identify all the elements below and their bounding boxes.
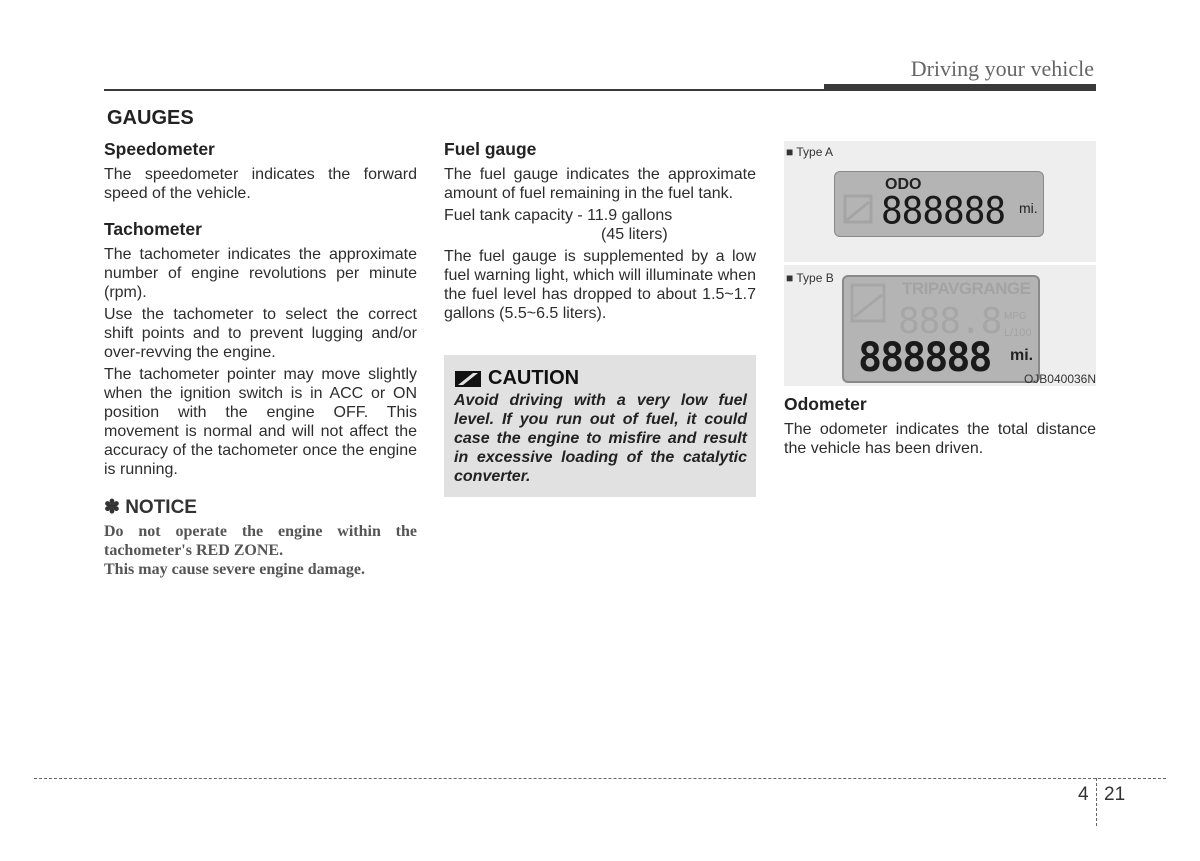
tachometer-heading: Tachometer <box>104 219 202 239</box>
lcd-ghost-icon <box>843 194 873 224</box>
tachometer-paragraph: Use the tachometer to select the correct shift points and to prevent lugging and/or over-revving the engine. <box>104 306 417 361</box>
tachometer-paragraph: The tachometer indicates the approximate number of engine revolutions per minute (rpm). <box>104 246 417 301</box>
speedometer-heading: Speedometer <box>104 139 215 159</box>
lcd-a-digits: 888888 <box>881 189 1006 234</box>
lcd-display-a <box>834 171 1044 237</box>
fuel-gauge-paragraph: The fuel gauge is supplemented by a low fuel warning light, which will illuminate when the fuel level has dropped to about 1.5~1.7 gallons (5.5~6.5 liters). <box>444 248 756 322</box>
lcd-b-digits: 888888 <box>858 335 991 381</box>
fuel-tank-capacity-liters: (45 liters) <box>601 226 668 243</box>
footer-divider <box>1096 778 1097 826</box>
lcd-b-ghost-unit-mpg: MPG <box>1004 311 1027 322</box>
chapter-number: 4 <box>1078 784 1089 805</box>
notice-line: Do not operate the engine within the tachometer's RED ZONE. <box>104 523 417 559</box>
fuel-gauge-heading: Fuel gauge <box>444 139 537 159</box>
column-left <box>104 139 417 579</box>
caution-title: CAUTION <box>488 367 580 389</box>
caution-box <box>444 355 756 497</box>
footer-rule <box>34 778 1166 779</box>
notice-block <box>104 497 417 579</box>
fuel-gauge-paragraph: The fuel gauge indicates the approximate amount of fuel remaining in the fuel tank. <box>444 166 756 202</box>
type-a-label: ■ Type A <box>786 145 834 159</box>
column-right <box>784 394 1096 461</box>
notice-title <box>104 497 417 519</box>
column-middle <box>444 139 756 326</box>
tachometer-paragraph: The tachometer pointer may move slightly when the ignition switch is in ACC or ON position with the engine OFF. This movement is normal and will not affect the accuracy of the tachometer once the engine is running. <box>104 366 417 478</box>
caution-text: Avoid driving with a very low fuel level. If you run out of fuel, it could case the engine to misfire and result in excessive loading of the catalytic converter. <box>454 392 747 485</box>
figure-type-b <box>784 265 1096 386</box>
lcd-a-unit: mi. <box>1019 200 1038 216</box>
lcd-b-ghost-digits: 888.8 <box>898 301 1002 342</box>
notice-symbol: ✽ <box>104 497 120 518</box>
page-number: 21 <box>1104 784 1126 805</box>
header-rule-accent <box>824 84 1096 91</box>
caution-icon <box>454 370 482 388</box>
lcd-b-ghost-labels: TRIPAVGRANGE <box>902 279 1031 298</box>
figure-type-a <box>784 141 1096 262</box>
chapter-title: Driving your vehicle <box>910 56 1094 81</box>
lcd-display-b <box>842 275 1040 383</box>
lcd-a-label: ODO <box>885 176 922 193</box>
figure-code: OJB040036N <box>1023 372 1096 386</box>
odometer-text: The odometer indicates the total distance the vehicle has been driven. <box>784 421 1096 457</box>
lcd-b-ghost-unit-l100: L/100 <box>1004 327 1032 339</box>
caution-header <box>454 367 579 390</box>
fuel-tank-capacity: Fuel tank capacity - 11.9 gallons <box>444 207 673 224</box>
odometer-heading: Odometer <box>784 394 867 414</box>
lcd-ghost-icon <box>850 283 886 323</box>
type-b-label: ■ Type B <box>786 271 834 285</box>
notice-title-text: NOTICE <box>125 497 197 518</box>
section-title: GAUGES <box>107 107 194 129</box>
notice-line: This may cause severe engine damage. <box>104 561 366 578</box>
lcd-b-unit: mi. <box>1010 347 1034 364</box>
speedometer-text: The speedometer indicates the forward speed of the vehicle. <box>104 166 417 202</box>
